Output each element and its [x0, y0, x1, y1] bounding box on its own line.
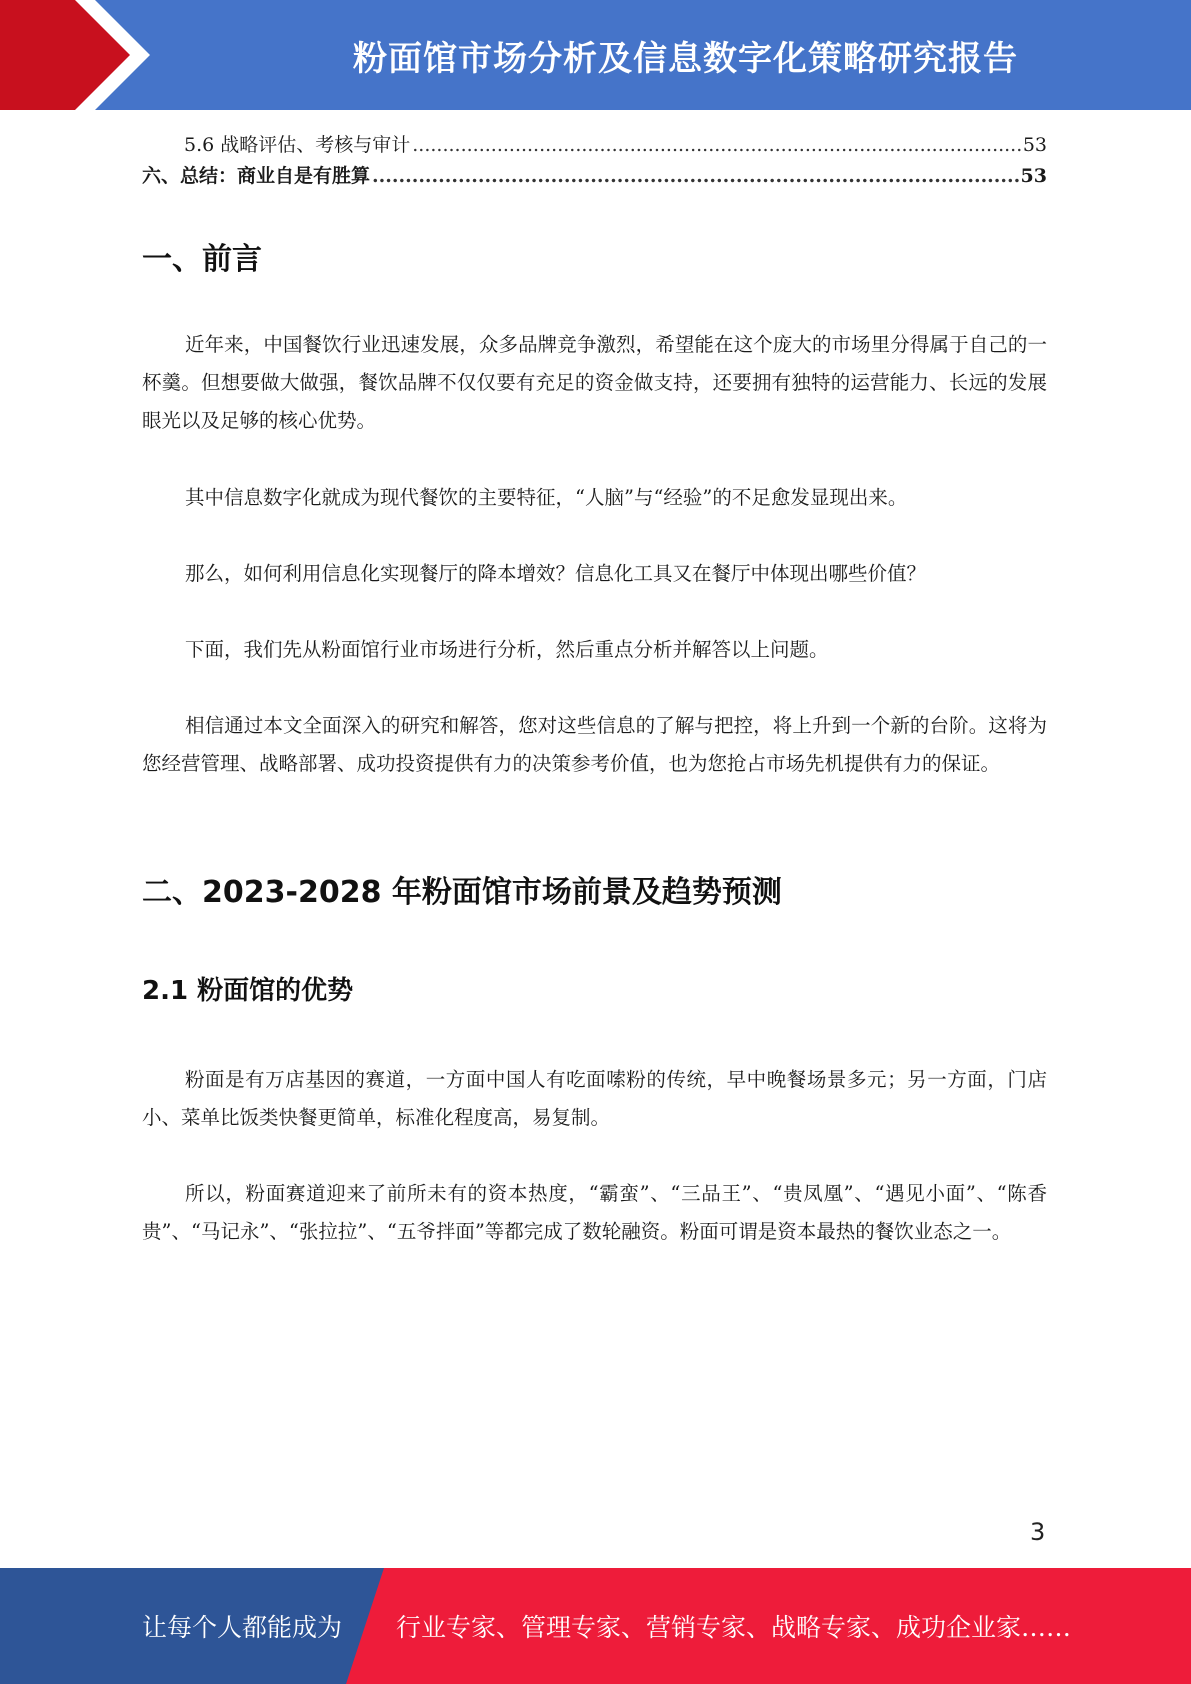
toc-entry[interactable]	[142, 161, 1047, 189]
toc-entry-label: 六、总结：商业自是有胜算	[142, 165, 371, 187]
toc-leader-dots	[412, 134, 1021, 156]
footer-slogan-left: 让每个人都能成为	[142, 1613, 343, 1642]
section-heading-forecast: 二、2023-2028 年粉面馆市场前景及趋势预测	[142, 875, 782, 910]
paragraph: 近年来，中国餐饮行业迅速发展，众多品牌竞争激烈，希望能在这个庞大的市场里分得属于自己的一杯羹。但想要做大做强，餐饮品牌不仅仅要有充足的资金做支持，还要拥有独特的运营能力、长远的发展眼光以及足够的核心优势。	[142, 333, 1047, 432]
paragraph: 粉面是有万店基因的赛道，一方面中国人有吃面嗦粉的传统，早中晚餐场景多元；另一方面，门店小、菜单比饭类快餐更简单，标准化程度高，易复制。	[142, 1068, 1047, 1129]
page-number: 3	[1030, 1518, 1046, 1546]
footer-banner	[0, 1568, 1191, 1684]
toc-leader-dots	[372, 165, 1019, 187]
paragraph: 其中信息数字化就成为现代餐饮的主要特征，“人脑”与“经验”的不足愈发显现出来。	[185, 486, 908, 509]
header-banner	[0, 0, 1191, 110]
paragraph: 那么，如何利用信息化实现餐厅的降本增效？信息化工具又在餐厅中体现出哪些价值？	[185, 562, 927, 585]
section-heading-preface: 一、前言	[142, 242, 262, 277]
paragraph: 下面，我们先从粉面馆行业市场进行分析，然后重点分析并解答以上问题。	[185, 638, 829, 661]
paragraph: 相信通过本文全面深入的研究和解答，您对这些信息的了解与把控，将上升到一个新的台阶。这将为您经营管理、战略部署、成功投资提供有力的决策参考价值，也为您抢占市场先机提供有力的保证。	[142, 714, 1047, 775]
toc-entry-label: 5.6 战略评估、考核与审计	[184, 134, 411, 156]
subsection-heading-advantages: 2.1 粉面馆的优势	[142, 976, 354, 1006]
paragraph: 所以，粉面赛道迎来了前所未有的资本热度，“霸蛮”、“三品王”、“贵凤凰”、“遇见小面”、“陈香贵”、“马记永”、“张拉拉”、“五爷拌面”等都完成了数轮融资。粉面可谓是资本最热的餐饮业态之一。	[142, 1182, 1047, 1243]
toc-entry-page: 53	[1020, 165, 1047, 187]
footer-slogan-right: 行业专家、管理专家、营销专家、战略专家、成功企业家……	[396, 1613, 1072, 1642]
report-title: 粉面馆市场分析及信息数字化策略研究报告	[353, 38, 1018, 79]
toc-entry-page: 53	[1022, 134, 1047, 156]
toc-entry[interactable]	[184, 130, 1047, 158]
